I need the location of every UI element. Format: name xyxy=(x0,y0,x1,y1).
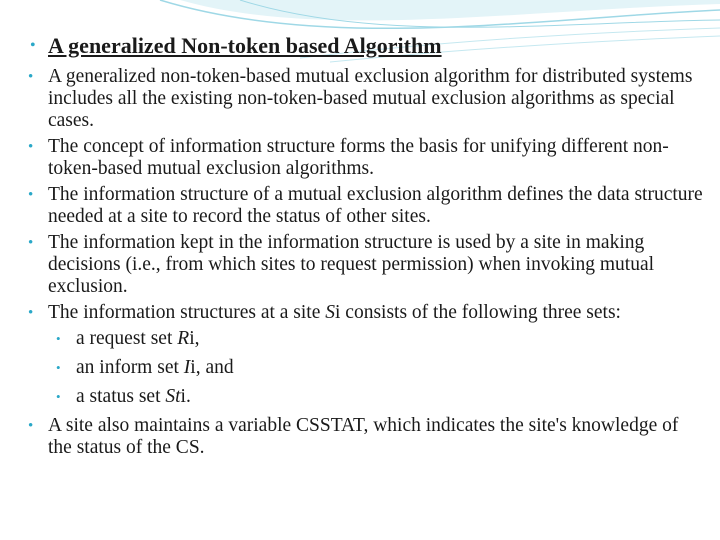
bullet-icon: • xyxy=(28,69,34,85)
bullet-item xyxy=(24,232,704,298)
sub-text-before: an inform set xyxy=(76,357,184,378)
sub-text-after: . xyxy=(185,386,191,407)
bullet-text: A site also maintains a variable CSSTAT, which indicates the site's knowledge of the status of the CS. xyxy=(48,415,679,458)
bullet-icon: • xyxy=(28,305,34,321)
sub-text-before: a status set xyxy=(76,386,166,407)
sub-text-before: a request set xyxy=(76,328,178,349)
bullet-item xyxy=(24,136,704,180)
site-sub: i xyxy=(335,302,341,323)
bullet-icon: • xyxy=(28,418,34,434)
set-var: R xyxy=(177,328,190,349)
set-var: I xyxy=(183,357,191,378)
sub-bullet-item xyxy=(24,328,704,350)
sub-text-after: , and xyxy=(195,357,234,378)
sub-bullet-icon: • xyxy=(56,331,61,346)
bullet-icon: • xyxy=(28,235,34,251)
bullet-text: The concept of information structure forms the basis for unifying different non-token-based mutual exclusion algorithms. xyxy=(48,136,669,179)
sub-text-after: , xyxy=(194,328,200,349)
sub-bullet-item xyxy=(24,357,704,379)
bullet-icon: • xyxy=(28,139,34,155)
sub-bullet-item xyxy=(24,386,704,408)
bullet-text: The information kept in the information structure is used by a site in making decisions (i.e., from which sites to request permission) when invoking mutual exclusion. xyxy=(48,232,655,297)
set-sub: i xyxy=(189,328,195,349)
bullet-text: A generalized non-token-based mutual exclusion algorithm for distributed systems includes all the existing non-token-based mutual exclusion algorithms as special cases. xyxy=(48,66,693,131)
bullet-item xyxy=(24,415,704,459)
bullet-item xyxy=(24,184,704,228)
set-sub: i xyxy=(190,357,196,378)
bullet-icon: • xyxy=(28,187,34,203)
bullet-item-sets xyxy=(24,302,704,324)
sub-bullet-icon: • xyxy=(56,360,61,375)
slide-title: A generalized Non-token based Algorithm xyxy=(48,33,442,58)
sub-bullet-icon: • xyxy=(56,389,61,404)
set-sub: i xyxy=(180,386,186,407)
bullet-list xyxy=(24,66,704,463)
bullet-item xyxy=(24,66,704,132)
sets-intro-after: consists of the following three sets: xyxy=(340,302,621,323)
bullet-text: The information structure of a mutual exclusion algorithm defines the data structure needed at a site to record the status of other sites. xyxy=(48,184,703,227)
title-row xyxy=(30,33,442,59)
sets-intro-before: The information structures at a site xyxy=(48,302,326,323)
bullet-icon: • xyxy=(30,37,36,54)
site-var: S xyxy=(325,302,335,323)
set-var: St xyxy=(165,386,181,407)
